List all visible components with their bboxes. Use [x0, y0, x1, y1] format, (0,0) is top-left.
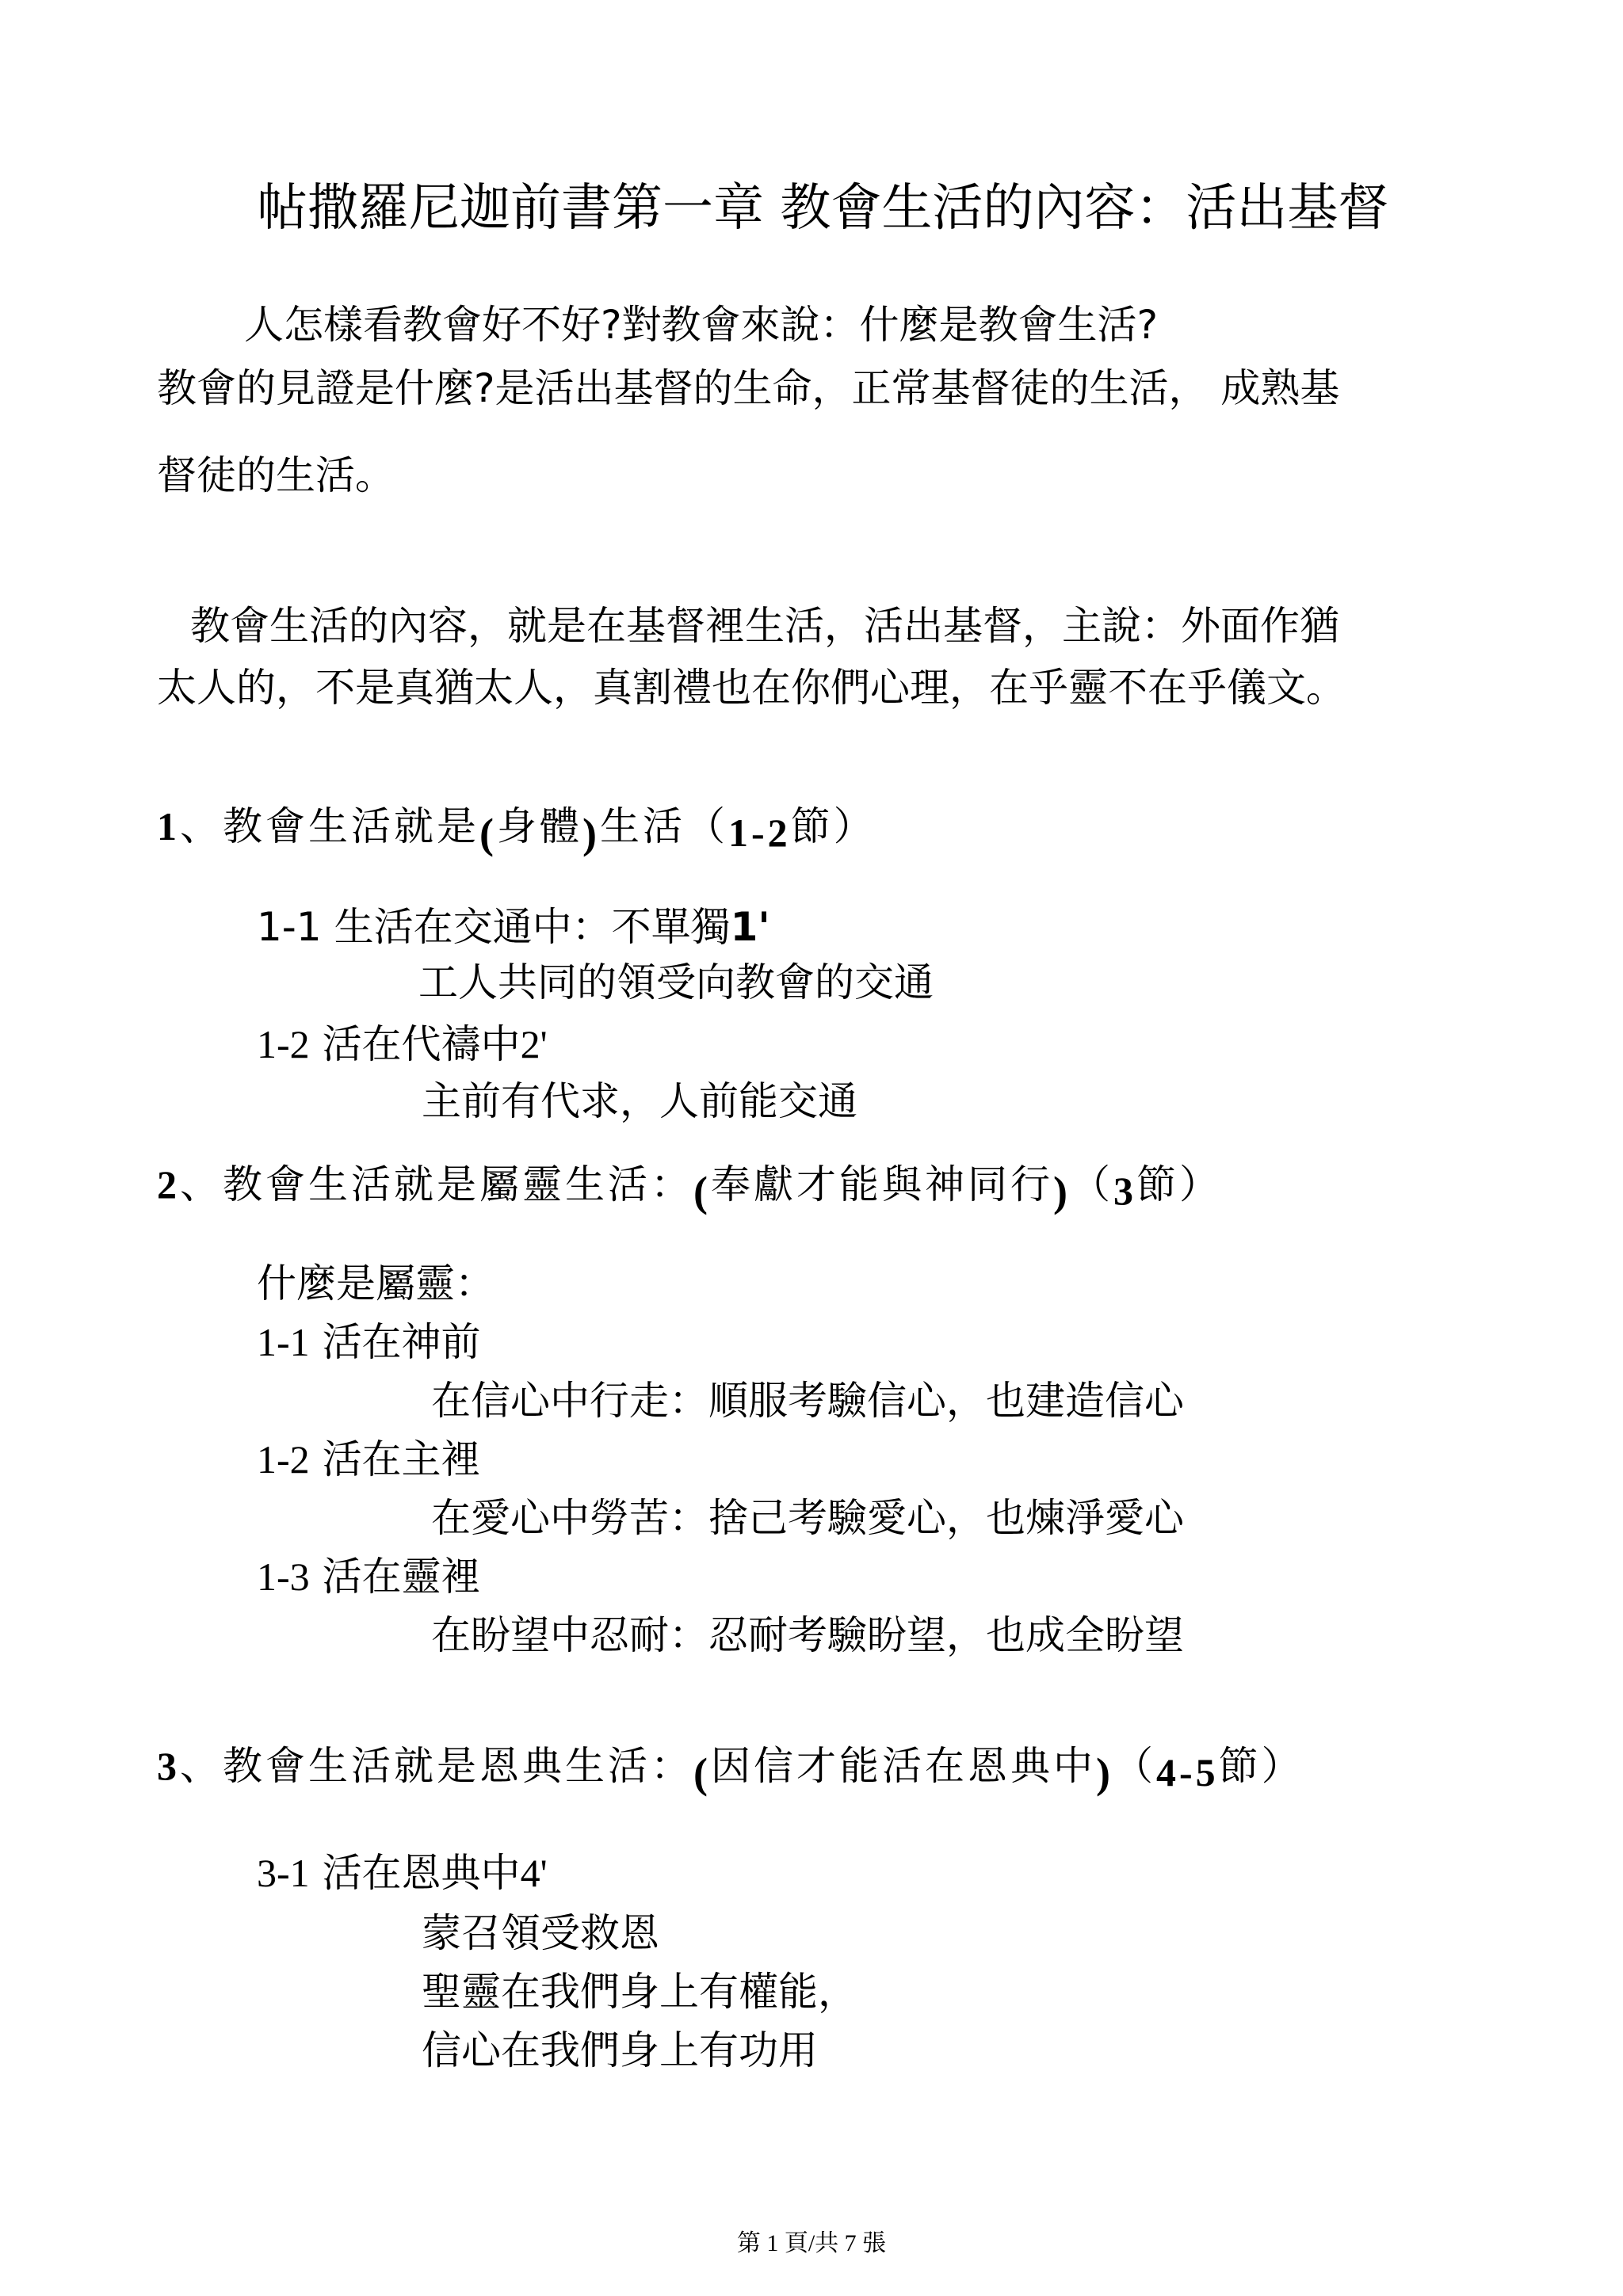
item-3-1-detail-2: 聖靈在我們身上有權能， [422, 1969, 857, 2015]
item-1-2 [257, 1020, 548, 1068]
item-text: 活在恩典中 [322, 1850, 521, 1896]
section-separator: 、 [180, 804, 223, 849]
section-separator: 、 [180, 1162, 223, 1207]
verse-ref: 1' [730, 904, 770, 950]
item-number: 1-2 [257, 1022, 310, 1066]
paren-close: ) [582, 810, 600, 857]
section-2-heading [157, 1158, 1222, 1215]
page-title: 帖撒羅尼迦前書第一章 教會生活的內容：活出基督 [257, 179, 1389, 238]
paren-close: ) [1052, 1168, 1071, 1215]
section-3-heading [157, 1740, 1304, 1797]
verse-ref: 2' [520, 1022, 548, 1066]
item-2-2 [257, 1436, 481, 1483]
item-2-1-detail: 在信心中行走：順服考驗信心，也建造信心 [431, 1378, 1184, 1424]
section-suffix: （ [1113, 1743, 1156, 1789]
section-number: 1 [157, 804, 180, 849]
item-3-1-detail-1: 蒙召領受救恩 [422, 1910, 659, 1956]
section-end: 節） [1218, 1743, 1304, 1789]
item-1-2-detail: 主前有代求，人前能交通 [422, 1078, 857, 1124]
item-number: 1-1 [257, 904, 322, 950]
section-separator: 、 [180, 1744, 223, 1788]
section-end: 節） [1136, 1161, 1222, 1207]
item-3-1 [257, 1849, 548, 1897]
item-text: 活在神前 [322, 1319, 481, 1365]
item-2-1 [257, 1318, 481, 1366]
section-prefix: 教會生活就是恩典生活： [223, 1743, 693, 1789]
section-emphasis: 身體 [496, 803, 582, 849]
paren-open: ( [693, 1749, 711, 1797]
section-2-lead: 什麼是屬靈： [257, 1261, 495, 1306]
section-emphasis: 因信才能活在恩典中 [710, 1743, 1096, 1789]
verse-range: 3 [1113, 1169, 1136, 1213]
para2-line-2: 太人的，不是真猶太人，真割禮也在你們心理，在乎靈不在乎儀文。 [157, 665, 1346, 711]
page-footer: 第 1 頁/共 7 張 [736, 2230, 887, 2256]
section-number: 2 [157, 1162, 180, 1207]
verse-range: 4-5 [1155, 1750, 1219, 1794]
section-emphasis: 奉獻才能與神同行 [710, 1161, 1053, 1207]
item-1-1-detail: 工人共同的領受向教會的交通 [418, 959, 934, 1005]
para2-line-1: 教會生活的內容，就是在基督裡生活，活出基督，主說：外面作猶 [190, 603, 1339, 649]
paren-close: ) [1095, 1749, 1113, 1797]
section-end: 節） [790, 803, 876, 849]
item-number: 1-3 [257, 1554, 310, 1599]
section-suffix: （ [1070, 1161, 1113, 1207]
item-3-1-detail-3: 信心在我們身上有功用 [422, 2027, 818, 2073]
intro-line-1: 人怎樣看教會好不好?對教會來說：什麼是教會生活? [244, 302, 1159, 348]
paren-open: ( [693, 1168, 711, 1215]
item-number: 1-2 [257, 1437, 310, 1482]
item-2-3-detail: 在盼望中忍耐：忍耐考驗盼望，也成全盼望 [431, 1612, 1184, 1658]
item-1-1 [257, 903, 770, 951]
item-number: 1-1 [257, 1320, 310, 1364]
paren-open: ( [479, 810, 497, 857]
section-prefix: 教會生活就是屬靈生活： [223, 1161, 693, 1207]
section-suffix: 生活（ [599, 803, 728, 849]
section-1-heading [157, 800, 876, 857]
intro-line-2: 教會的見證是什麼?是活出基督的生命，正常基督徒的生活， 成熟基 [157, 365, 1340, 411]
section-prefix: 教會生活就是 [223, 803, 479, 849]
section-number: 3 [157, 1744, 180, 1788]
item-text: 活在靈裡 [322, 1554, 481, 1600]
item-text: 生活在交通中：不單獨 [334, 904, 731, 950]
item-text: 活在代禱中 [322, 1021, 521, 1067]
item-2-2-detail: 在愛心中勞苦：捨己考驗愛心，也煉淨愛心 [431, 1495, 1184, 1541]
intro-line-3: 督徒的生活。 [157, 452, 395, 498]
verse-range: 1-2 [727, 810, 791, 855]
item-text: 活在主裡 [322, 1436, 481, 1482]
item-2-3 [257, 1553, 481, 1600]
verse-ref: 4' [520, 1851, 548, 1895]
item-number: 3-1 [257, 1851, 310, 1895]
